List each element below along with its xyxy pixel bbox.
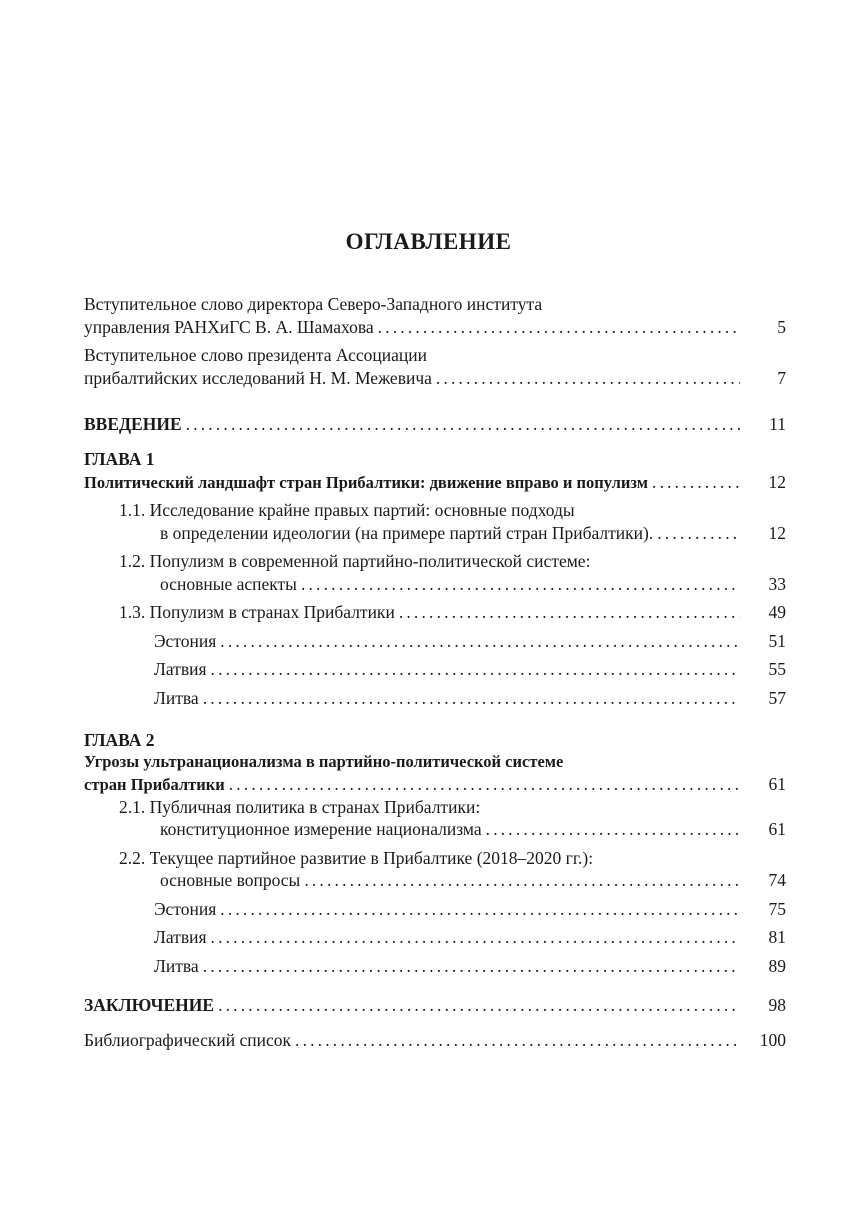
page-number: 75: [768, 899, 786, 919]
toc-entry-text: Литва: [154, 688, 199, 708]
toc-entry-text: Популизм в современной партийно-политической системе:: [149, 551, 591, 571]
toc-entry-text: Текущее партийное развитие в Прибалтике (2018–2020 гг.):: [149, 848, 594, 868]
toc-entry-text: Политический ландшафт стран Прибалтики: движение вправо и популизм: [84, 473, 649, 492]
toc-entry-1-3-latvia[interactable]: [154, 657, 786, 681]
toc-entry-2-2[interactable]: [160, 868, 786, 892]
toc-entry-chapter-1[interactable]: [84, 470, 786, 494]
page-number: 11: [769, 414, 786, 434]
toc-entry-text: Латвия: [154, 927, 207, 947]
section-number: 2.2.: [119, 848, 146, 868]
dot-leader: [301, 572, 740, 596]
toc-entry-1-2-line1: [119, 549, 786, 573]
section-number: 1.2.: [119, 551, 146, 571]
toc-entry-2-2-line1: [119, 846, 786, 870]
toc-entry-1-3[interactable]: [119, 600, 786, 624]
dot-leader: [203, 954, 740, 978]
page-number: 7: [777, 368, 786, 388]
dot-leader: [211, 657, 740, 681]
toc-entry-text: Эстония: [154, 899, 217, 919]
dot-leader: [378, 315, 740, 339]
toc-entry-2-2-estonia[interactable]: [154, 897, 786, 921]
dot-leader: [220, 629, 740, 653]
page-number: 51: [768, 631, 786, 651]
page-number: 49: [768, 602, 786, 622]
dot-leader: [295, 1028, 740, 1052]
toc-entry-1-2[interactable]: [160, 572, 786, 596]
page-number: 33: [768, 574, 786, 594]
toc-entry-text: Латвия: [154, 659, 207, 679]
toc-entry-vvedenie[interactable]: [84, 412, 786, 436]
dot-leader: [186, 412, 740, 436]
chapter-2-label: ГЛАВА 2: [84, 730, 155, 750]
toc-entry-text: стран Прибалтики: [84, 775, 225, 794]
page-number: 55: [768, 659, 786, 679]
dot-leader: [436, 366, 740, 390]
section-number: 2.1.: [119, 797, 146, 817]
toc-entry-text: основные аспекты: [160, 574, 297, 594]
page-number: 81: [768, 927, 786, 947]
toc-entry-text: Публичная политика в странах Прибалтики:: [149, 797, 481, 817]
toc-entry-chapter-2-line1: Угрозы ультранационализма в партийно-политической системе: [84, 752, 564, 771]
toc-entry-text: основные вопросы: [160, 870, 301, 890]
page-number: 89: [768, 956, 786, 976]
toc-entry-1-3-estonia[interactable]: [154, 629, 786, 653]
page-number: 100: [759, 1030, 786, 1050]
toc-entry-text: в определении идеологии (на примере партий стран Прибалтики).: [160, 523, 654, 543]
toc-entry-bibliography[interactable]: [84, 1028, 786, 1052]
toc-entry-text: конституционное измерение национализма: [160, 819, 482, 839]
section-number: 1.1.: [119, 500, 146, 520]
toc-entry-chapter-2[interactable]: [84, 772, 786, 796]
toc-entry-intro1-line1: Вступительное слово директора Северо-Западного института: [84, 294, 543, 314]
dot-leader: [652, 470, 740, 494]
dot-leader: [657, 521, 740, 545]
page-number: 98: [768, 995, 786, 1015]
toc-entry-text: [119, 600, 395, 624]
dot-leader: [229, 772, 740, 796]
toc-entry-text: ВВЕДЕНИЕ: [84, 414, 182, 434]
toc-entry-text: Литва: [154, 956, 199, 976]
dot-leader: [486, 817, 740, 841]
section-number: 1.3.: [119, 602, 146, 622]
dot-leader: [203, 686, 740, 710]
toc-entry-conclusion[interactable]: [84, 993, 786, 1017]
page-number: 12: [768, 472, 786, 492]
page-title: ОГЛАВЛЕНИЕ: [345, 229, 512, 254]
toc-entry-2-2-lithuania[interactable]: [154, 954, 786, 978]
page-number: 61: [768, 819, 786, 839]
toc-entry-intro2[interactable]: [84, 366, 786, 390]
page-number: 12: [768, 523, 786, 543]
toc-entry-1-3-lithuania[interactable]: [154, 686, 786, 710]
page-number: 57: [768, 688, 786, 708]
toc-entry-2-2-latvia[interactable]: [154, 925, 786, 949]
section-title: Популизм в странах Прибалтики: [149, 602, 395, 622]
toc-entry-text: прибалтийских исследований Н. М. Межевича: [84, 368, 432, 388]
toc-entry-text: ЗАКЛЮЧЕНИЕ: [84, 995, 215, 1015]
toc-entry-text: управления РАНХиГС В. А. Шамахова: [84, 317, 374, 337]
chapter-1-label: ГЛАВА 1: [84, 449, 155, 469]
toc-entry-1-1[interactable]: [160, 521, 786, 545]
toc-entry-2-1[interactable]: [160, 817, 786, 841]
dot-leader: [220, 897, 740, 921]
toc-entry-text: Библиографический список: [84, 1030, 292, 1050]
toc-entry-2-1-line1: [119, 795, 786, 819]
page-number: 61: [768, 774, 786, 794]
dot-leader: [399, 600, 740, 624]
toc-entry-intro2-line1: Вступительное слово президента Ассоциации: [84, 345, 427, 365]
toc-entry-text: Эстония: [154, 631, 217, 651]
toc-entry-1-1-line1: [119, 498, 786, 522]
dot-leader: [218, 993, 740, 1017]
page-number: 74: [768, 870, 786, 890]
page-number: 5: [777, 317, 786, 337]
toc-entry-text: Исследование крайне правых партий: основные подходы: [149, 500, 575, 520]
toc-entry-intro1[interactable]: [84, 315, 786, 339]
dot-leader: [211, 925, 740, 949]
dot-leader: [304, 868, 740, 892]
